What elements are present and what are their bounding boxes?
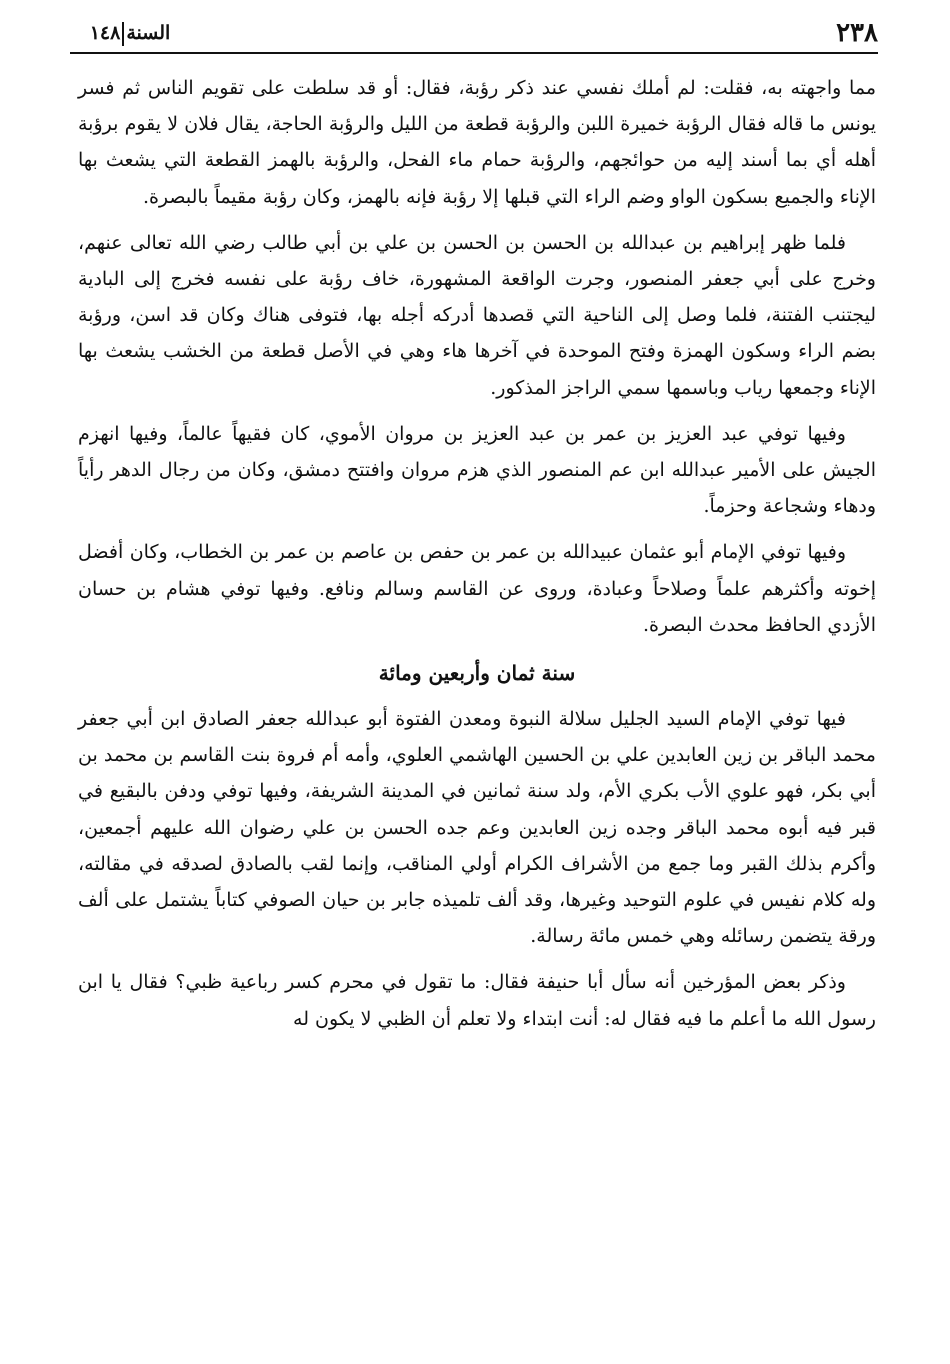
page-number: ٢٣٨ [836,18,878,48]
paragraph-ruba-death: فلما ظهر إبراهيم بن عبدالله بن الحسن بن الحسن بن علي بن أبي طالب رضي الله تعالى عنهم، وخرج على أبي جعفر المنصور، وجرت الواقعة المشهورة، خاف رؤبة على نفسه فخرج إلى البادية ليجتنب الفتنة، فلما وصل إلى الناحية التي قصدها أدركه أجله بها، فتوفى هناك وكان قد اسن، ورؤبة بضم الراء وسكون الهمزة وفتح الموحدة في آخرها هاء وهي في الأصل قطعة من الخشب يشعث بها الإناء وجمعها رياب وباسمها سمي الراجز المذكور. [78,231,876,399]
paragraph-ubaidullah: وفيها توفي الإمام أبو عثمان عبيدالله بن عمر بن حفص بن عاصم بن عمر بن الخطاب، وكان أفضل إخوته وأكثرهم علماً وصلاحاً وعبادة، وروى عن القاسم وسالم ونافع. وفيها توفي هشام بن حسان الأزدي الحافظ محدث البصرة. [78,541,876,636]
year-value: ١٤٨ [89,22,121,44]
header-divider [122,22,124,46]
page-body [78,70,876,1037]
year-label: السنة [126,22,171,44]
paragraph-abu-hanifa: وذكر بعض المؤرخين أنه سأل أبا حنيفة فقال: ما تقول في محرم كسر رباعية ظبي؟ فقال يا ابن رسول الله ما أعلم ما فيه فقال له: أنت ابتداء ولا تعلم أن الظبي لا يكون له [78,971,876,1030]
page-header [70,16,878,54]
paragraph-continuation: مما واجهته به، فقلت: لم أملك نفسي عند ذكر رؤبة، فقال: أو قد سلطت على تقويم الناس ثم فسر يونس ما قاله فقال الرؤبة خميرة اللبن والرؤبة قطعة من الليل والرؤبة الحاجة، يقال فلان لا يقوم برؤبة أهله أي بما أسند إليه من حوائجهم، والرؤبة حمام ماء الفحل، والرؤبة بالهمز القطعة التي يشعث بها الإناء والجميع بسكون الواو وضم الراء التي قبلها إلا رؤبة فإنه بالهمز، وكان رؤبة مقيماً بالبصرة. [78,77,876,208]
section-heading: سنة ثمان وأربعين ومائة [378,661,576,686]
paragraph-abdulaziz: وفيها توفي عبد العزيز بن عمر بن عبد العزيز بن مروان الأموي، كان فقيهاً عالماً، وفيها انهزم الجيش على الأمير عبدالله ابن عم المنصور الذي هزم مروان وافتتح دمشق، وكان من رجال الدهر رأياً ودهاء وشجاعة وحزماً. [78,422,876,518]
paragraph-jafar-sadiq: فيها توفي الإمام السيد الجليل سلالة النبوة ومعدن الفتوة أبو عبدالله جعفر الصادق ابن أبي جعفر محمد الباقر بن زين العابدين علي بن الحسين الهاشمي العلوي، وأمه أم فروة بنت القاسم بن محمد بن أبي بكر، فهو علوي الأب بكري الأم، ولد سنة ثمانين في المدينة الشريفة، وفيها توفي ودفن بالبقيع في قبر فيه أبوه محمد الباقر وجده زين العابدين وعم جده الحسن بن علي رضوان الله عليهم أجمعين، وأكرم بذلك القبر وما جمع من الأشراف الكرام أولي المناقب، وإنما لقب بالصادق لصدقه في مقالته، وله كلام نفيس في علوم التوحيد وغيرها، وقد ألف تلميذه جابر بن حيان الصوفي كتاباً يشتمل على ألف ورقة يتضمن رسائله وهي خمس مائة رسالة. [78,708,876,948]
running-year-header [70,18,190,48]
